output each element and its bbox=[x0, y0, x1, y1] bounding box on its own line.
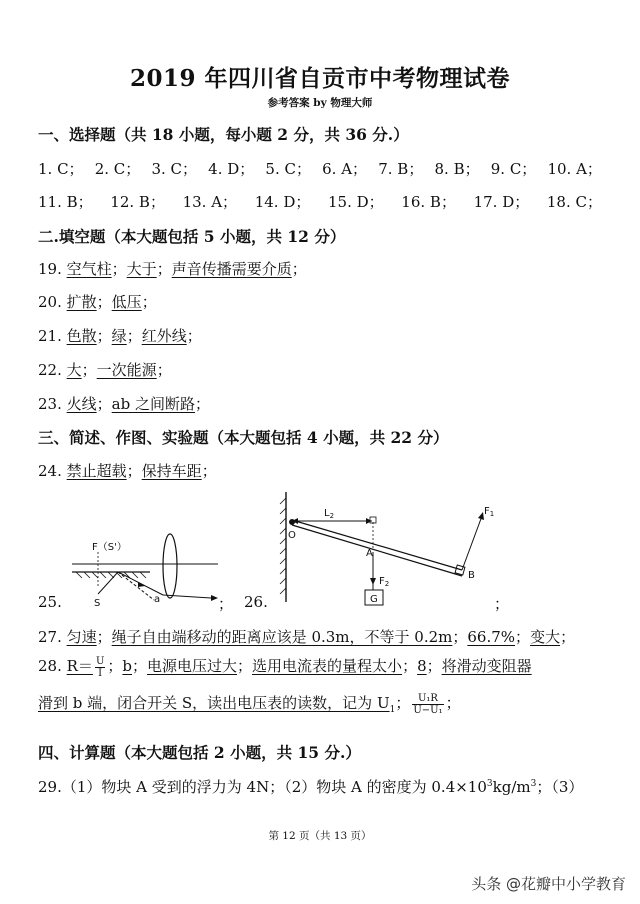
page-footer: 第 12 页（共 13 页） bbox=[268, 830, 372, 842]
section2-heading: 二.填空题（本大题包括 5 小题，共 12 分） bbox=[38, 227, 346, 246]
point-b-label: B bbox=[468, 570, 475, 581]
force-f1-label: $F_1$ bbox=[484, 506, 495, 518]
answer-item: 3. C； bbox=[151, 160, 197, 178]
answer-item: 10. A； bbox=[547, 160, 602, 178]
section1-heading: 一、选择题（共 18 小题，每小题 2 分，共 36 分.） bbox=[38, 125, 409, 144]
arm-l2-label: $L_2$ bbox=[324, 508, 335, 520]
answer-item: 13. A； bbox=[182, 193, 238, 211]
page-title: 2019 年四川省自贡市中考物理试卷 bbox=[129, 65, 511, 92]
watermark: 头条 @花瓣中小学教育 bbox=[471, 875, 626, 893]
formula-fraction: $\frac{U}{I}$ bbox=[95, 655, 105, 679]
answer-item: 17. D； bbox=[473, 193, 530, 211]
lens-ray-diagram bbox=[66, 528, 226, 612]
answer-q27: 27. 匀速；绳子自由端移动的距离应该是 0.3m，不等于 0.2m；66.7%；变大； bbox=[38, 628, 576, 646]
page-subtitle: 参考答案 by 物理大师 bbox=[267, 97, 373, 109]
section1-answers-row1 bbox=[38, 158, 602, 179]
answer-item: 15. D； bbox=[328, 193, 384, 211]
focus-label: F（S'） bbox=[92, 542, 127, 553]
section3-heading: 三、简述、作图、实验题（本大题包括 4 小题，共 22 分） bbox=[38, 428, 449, 447]
answer-item: 18. C； bbox=[546, 193, 602, 211]
answer-q25-label: 25. bbox=[38, 593, 62, 611]
weight-g-label: G bbox=[370, 594, 378, 605]
answer-q21: 21. 色散；绿；红外线； bbox=[38, 327, 202, 345]
answer-q28-line1: 28. R＝ $\frac{U}{I}$ ；b；电源电压过大；选用电流表的量程太小；8；将滑动变阻器 bbox=[38, 655, 532, 679]
answer-item: 14. D； bbox=[254, 193, 311, 211]
answer-item: 8. B； bbox=[434, 160, 480, 178]
answer-item: 5. C； bbox=[265, 160, 311, 178]
answer-q22: 22. 大；一次能源； bbox=[38, 361, 172, 379]
force-f2-label: $F_2$ bbox=[379, 576, 390, 588]
section4-heading: 四、计算题（本大题包括 2 小题，共 15 分.） bbox=[38, 743, 361, 762]
q25-separator: ； bbox=[218, 595, 234, 613]
point-a-label: A bbox=[366, 548, 373, 559]
answer-item: 1. C； bbox=[38, 160, 84, 178]
answer-item: 2. C； bbox=[94, 160, 141, 178]
point-a-label: a bbox=[154, 594, 161, 605]
answer-item: 12. B； bbox=[110, 193, 165, 211]
answer-q20: 20. 扩散；低压； bbox=[38, 293, 157, 311]
answer-item: 16. B； bbox=[401, 193, 456, 211]
formula-fraction: $\frac{\text{U₁R}}{\text{U−U₁}}$ bbox=[413, 692, 443, 716]
lever-diagram bbox=[272, 490, 512, 608]
answer-item: 9. C； bbox=[490, 160, 537, 178]
answer-item: 11. B； bbox=[38, 193, 93, 211]
source-label: S bbox=[94, 598, 101, 609]
answer-item: 7. B； bbox=[378, 160, 424, 178]
answer-item: 4. D； bbox=[208, 160, 255, 178]
answer-item: 6. A； bbox=[322, 160, 368, 178]
answer-q28-line2: 滑到 b 端，闭合开关 S，读出电压表的读数，记为 $U_1$； $\frac{\text{U₁R}}{\text{U−U₁}}$ ； bbox=[38, 692, 461, 716]
pivot-o-label: O bbox=[288, 530, 296, 541]
answer-q23: 23. 火线；ab 之间断路； bbox=[38, 395, 211, 413]
q26-separator: ； bbox=[494, 595, 510, 613]
answer-q24: 24. 禁止超载；保持车距； bbox=[38, 462, 217, 480]
answer-q26-label: 26. bbox=[244, 593, 268, 611]
section1-answers-row2 bbox=[38, 191, 602, 212]
answer-q29: 29.（1）物块 A 受到的浮力为 4N；（2）物块 A 的密度为 $0.4\times 10^3kg/m^3$；（3） bbox=[38, 778, 584, 796]
answer-q19: 19. 空气柱；大于；声音传播需要介质； bbox=[38, 260, 307, 278]
